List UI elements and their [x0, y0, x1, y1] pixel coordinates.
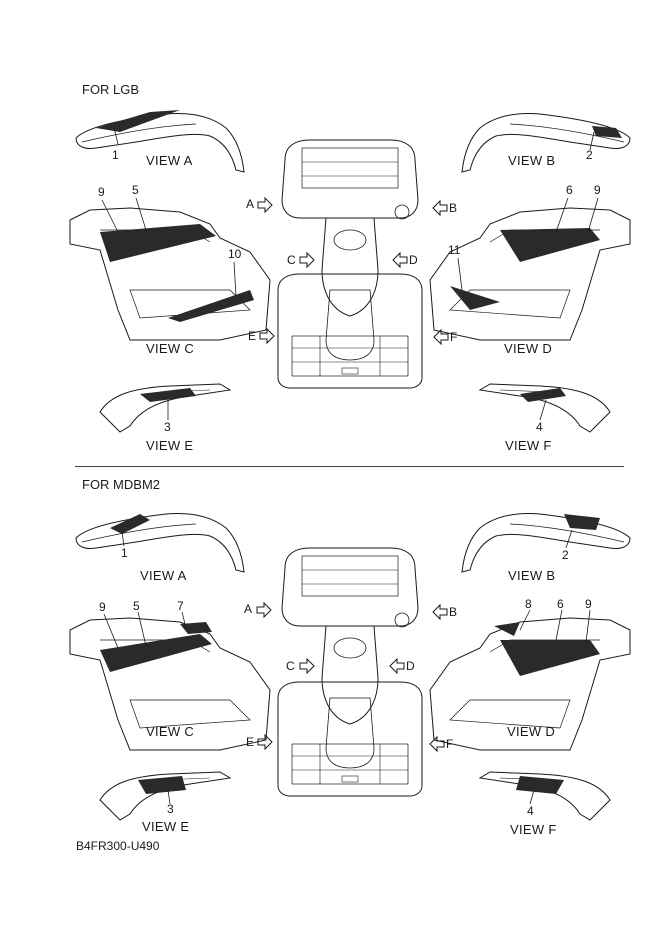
mdbm2-callout-6: 6 [557, 597, 564, 611]
lgb-callout-11: 11 [448, 243, 461, 257]
lgb-direction-d: D [409, 253, 418, 267]
mdbm2-callout-5: 5 [133, 599, 140, 613]
mdbm2-callout-2: 2 [562, 548, 569, 562]
lgb-direction-b: B [449, 201, 458, 215]
mdbm2-direction-arrows [257, 603, 447, 751]
mdbm2-callout-7: 7 [177, 599, 184, 613]
lgb-direction-c: C [287, 253, 296, 267]
lgb-view-a-label: VIEW A [146, 153, 193, 168]
mdbm2-view-e-label: VIEW E [142, 819, 190, 834]
mdbm2-view-a-label: VIEW A [140, 568, 187, 583]
lgb-callout-1: 1 [112, 148, 119, 162]
mdbm2-direction-b: B [449, 605, 458, 619]
section-title-lgb: FOR LGB [82, 82, 140, 97]
lgb-direction-e: E [248, 329, 257, 343]
lgb-view-c-label: VIEW C [146, 341, 195, 356]
diagram-code: B4FR300-U490 [76, 839, 160, 853]
mdbm2-callout-4: 4 [527, 804, 534, 818]
mdbm2-direction-d: D [406, 659, 415, 673]
lgb-view-d-side [430, 198, 630, 340]
section-divider [75, 466, 624, 467]
lgb-direction-arrows [258, 198, 448, 344]
mdbm2-direction-f: F [446, 737, 454, 751]
lgb-view-e-label: VIEW E [146, 438, 194, 453]
lgb-view-f-rear [480, 384, 610, 432]
mdbm2-view-a-fender [76, 514, 244, 572]
lgb-callout-5: 5 [132, 183, 139, 197]
mdbm2-view-d-label: VIEW D [507, 724, 556, 739]
mdbm2-direction-e: E [246, 735, 255, 749]
mdbm2-view-b-label: VIEW B [508, 568, 556, 583]
lgb-callout-2: 2 [586, 148, 593, 162]
lgb-direction-a: A [246, 197, 255, 211]
mdbm2-view-b-fender [462, 514, 630, 572]
mdbm2-callout-8: 8 [525, 597, 532, 611]
lgb-callout-4: 4 [536, 420, 543, 434]
mdbm2-direction-c: C [286, 659, 295, 673]
mdbm2-view-f-rear [480, 772, 610, 820]
mdbm2-view-c-label: VIEW C [146, 724, 195, 739]
mdbm2-callout-9-right: 9 [585, 597, 592, 611]
mdbm2-callout-1: 1 [121, 546, 128, 560]
mdbm2-atv-top-view [278, 548, 422, 796]
lgb-callout-9-right: 9 [594, 183, 601, 197]
section-title-mdbm2: FOR MDBM2 [82, 477, 160, 492]
lgb-callout-3: 3 [164, 420, 171, 434]
lgb-direction-f: F [450, 330, 458, 344]
lgb-view-c-side [70, 198, 270, 340]
mdbm2-callout-9-left: 9 [99, 600, 106, 614]
lgb-callout-9-left: 9 [98, 185, 105, 199]
lgb-view-d-label: VIEW D [504, 341, 553, 356]
mdbm2-view-e-rear [100, 772, 230, 820]
lgb-view-b-label: VIEW B [508, 153, 556, 168]
mdbm2-callout-3: 3 [167, 802, 174, 816]
mdbm2-direction-a: A [244, 602, 253, 616]
lgb-callout-10: 10 [228, 247, 242, 261]
lgb-callout-6: 6 [566, 183, 573, 197]
mdbm2-view-f-label: VIEW F [510, 822, 557, 837]
lgb-view-f-label: VIEW F [505, 438, 552, 453]
